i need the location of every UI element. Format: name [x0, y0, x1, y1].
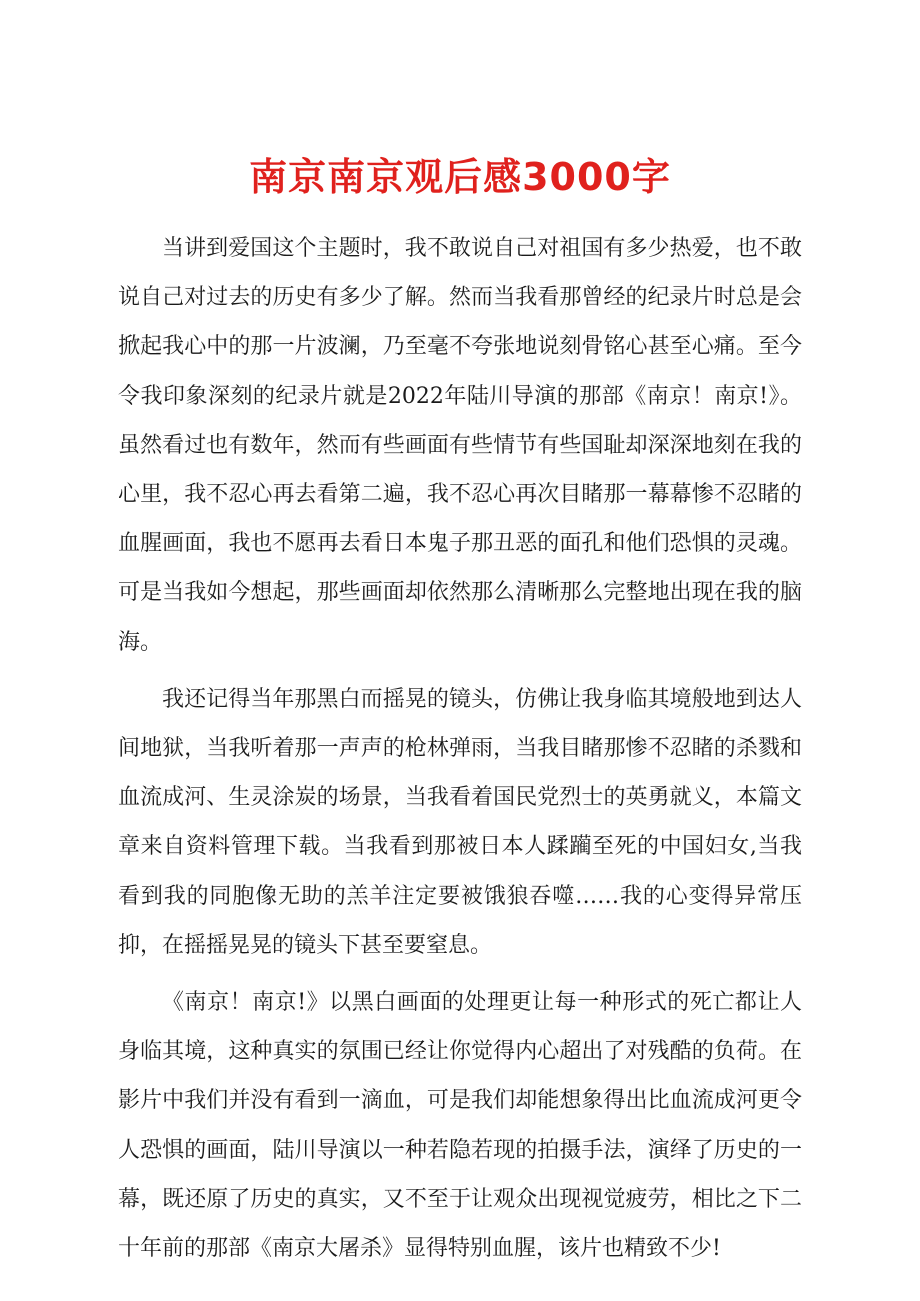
- paragraph-3: 《南京！南京!》以黑白画面的处理更让每一种形式的死亡都让人身临其境，这种真实的氛围已经让你觉得内心超出了对残酷的负荷。在影片中我们并没有看到一滴血，可是我们却能想象得出比血流成河更令人恐惧的画面，陆川导演以一种若隐若现的拍摄手法，演绎了历史的一幕，既还原了历史的真实，又不至于让观众出现视觉疲劳，相比之下二十年前的那部《南京大屠杀》显得特别血腥，该片也精致不少!: [118, 990, 802, 1262]
- document-body: [118, 224, 802, 1273]
- paragraph-2: 我还记得当年那黑白而摇晃的镜头，仿佛让我身临其境般地到达人间地狱，当我听着那一声声的枪林弹雨，当我目睹那惨不忍睹的杀戮和血流成河、生灵涂炭的场景，当我看着国民党烈士的英勇就义，本篇文章来自资料管理下载。当我看到那被日本人蹂躏至死的中国妇女,当我看到我的同胞像无助的羔羊注定要被饿狼吞噬……我的心变得异常压抑，在摇摇晃晃的镜头下甚至要窒息。: [118, 686, 802, 958]
- paragraph-1: 当讲到爱国这个主题时，我不敢说自己对祖国有多少热爱，也不敢说自己对过去的历史有多少了解。然而当我看那曾经的纪录片时总是会掀起我心中的那一片波澜，乃至毫不夸张地说刻骨铭心甚至心痛。至今令我印象深刻的纪录片就是2022年陆川导演的那部《南京！南京!》。虽然看过也有数年，然而有些画面有些情节有些国耻却深深地刻在我的心里，我不忍心再去看第二遍，我不忍心再次目睹那一幕幕惨不忍睹的血腥画面，我也不愿再去看日本鬼子那丑恶的面孔和他们恐惧的灵魂。可是当我如今想起，那些画面却依然那么清晰那么完整地出现在我的脑海。: [118, 236, 802, 655]
- document-title: 南京南京观后感3000字: [249, 155, 671, 200]
